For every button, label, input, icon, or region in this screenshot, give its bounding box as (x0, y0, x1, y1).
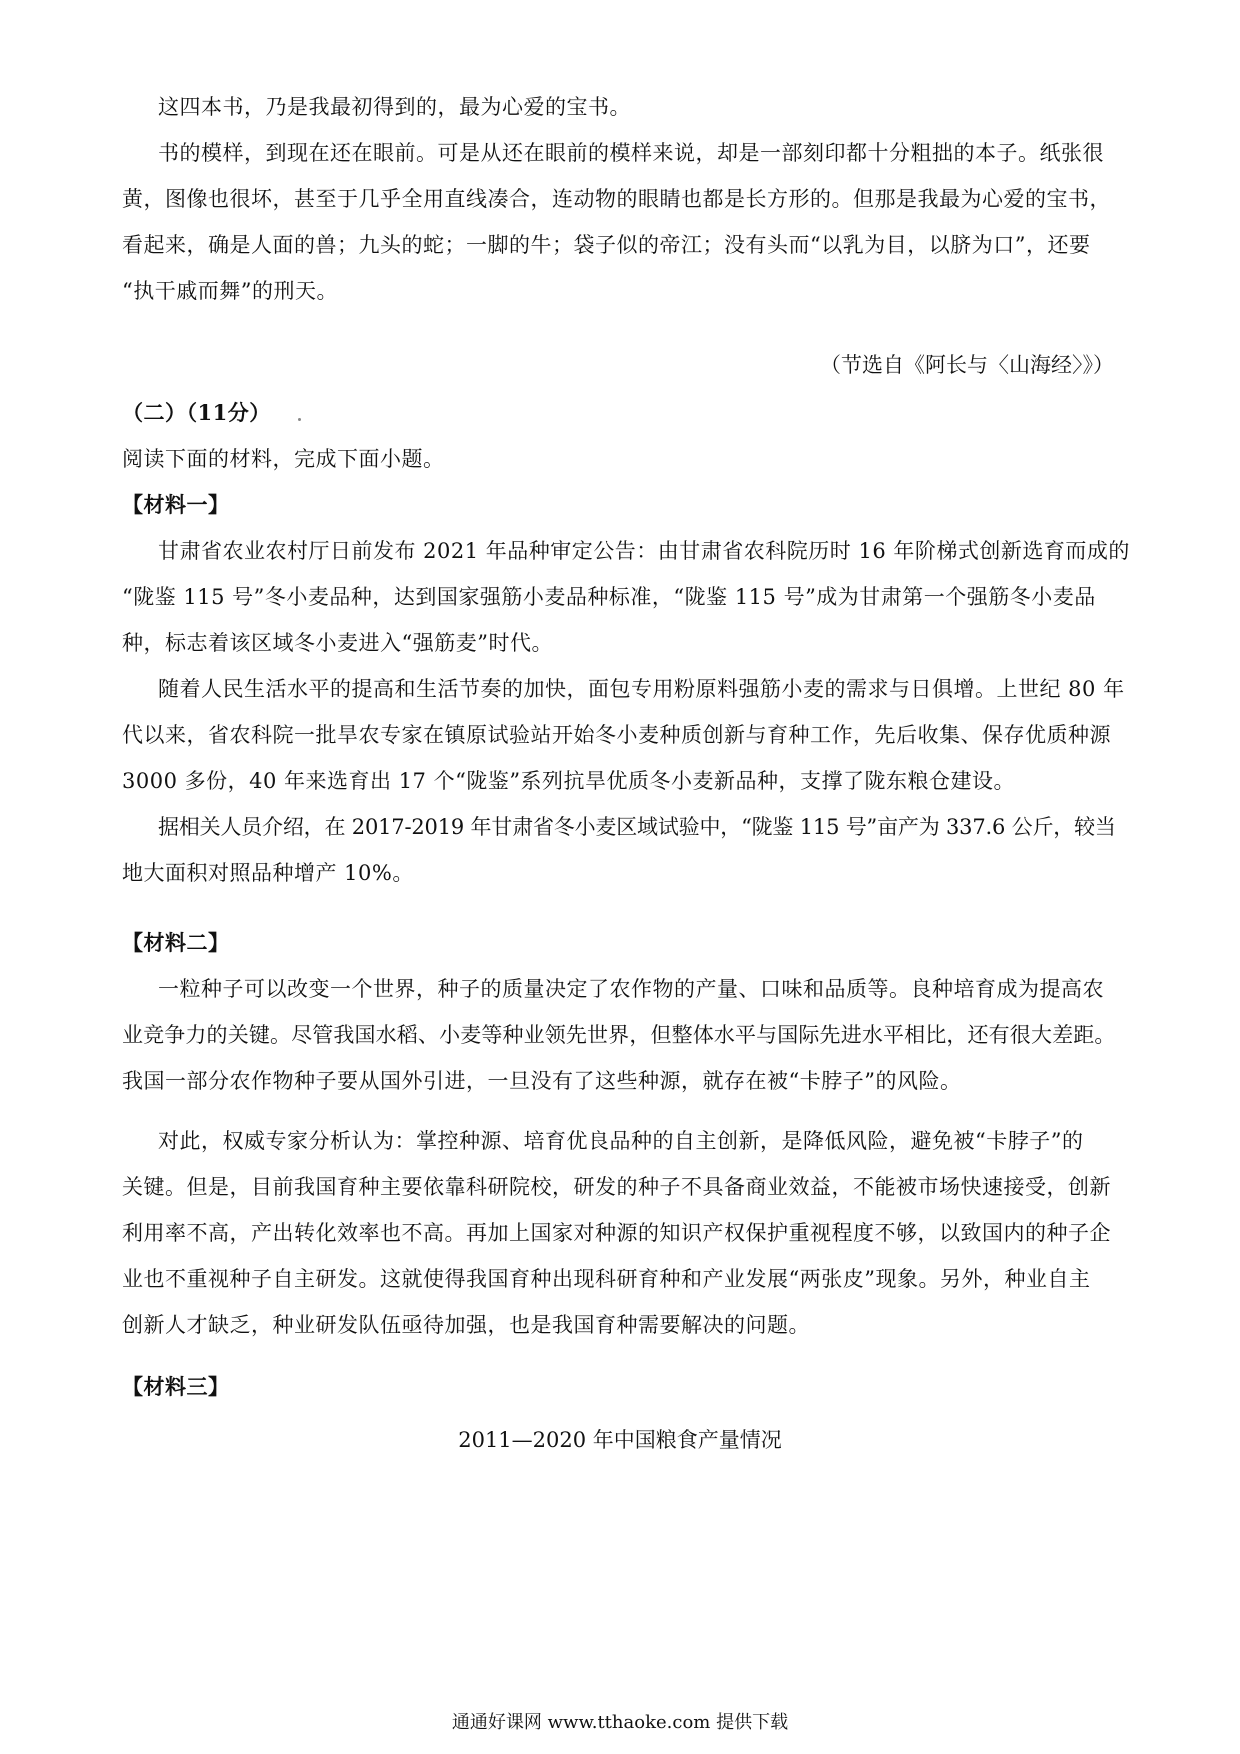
section-instruction: 阅读下面的材料，完成下面小题。 (122, 447, 445, 471)
chart-title: 2011—2020 年中国粮食产量情况 (458, 1428, 782, 1452)
material-1-p3-line-1: 据相关人员介绍，在 2017-2019 年甘肃省冬小麦区域试验中，“陇鉴 115 号”亩产为 337.6 公斤，较当 (158, 815, 1116, 839)
scan-mark (298, 418, 301, 421)
passage-paragraph-1: 这四本书，乃是我最初得到的，最为心爱的宝书。 (158, 95, 631, 119)
material-1-p2-line-3: 3000 多份，40 年来选育出 17 个“陇鉴”系列抗旱优质冬小麦新品种，支撑了陇东粮仓建设。 (122, 769, 1016, 793)
passage-source: （节选自《阿长与〈山海经〉》） (820, 353, 1114, 377)
passage-paragraph-2-line-4: “执干戚而舞”的刑天。 (122, 279, 338, 303)
material-1-p1-line-3: 种，标志着该区域冬小麦进入“强筋麦”时代。 (122, 631, 553, 655)
material-3-label: 【材料三】 (122, 1374, 230, 1399)
material-1-p1-line-2: “陇鉴 115 号”冬小麦品种，达到国家强筋小麦品种标准，“陇鉴 115 号”成为甘肃第一个强筋冬小麦品 (122, 585, 1096, 609)
material-1-p3-line-2: 地大面积对照品种增产 10%。 (122, 861, 414, 885)
material-2-p1-line-1: 一粒种子可以改变一个世界，种子的质量决定了农作物的产量、口味和品质等。良种培育成为提高农 (158, 977, 1104, 1001)
passage-paragraph-2-line-3: 看起来，确是人面的兽；九头的蛇；一脚的牛；袋子似的帝江；没有头而“以乳为目，以脐为口”，还要 (122, 233, 1091, 257)
material-1-p2-line-2: 代以来，省农科院一批旱农专家在镇原试验站开始冬小麦种质创新与育种工作，先后收集、保存优质种源 (122, 723, 1111, 747)
passage-paragraph-2-line-1: 书的模样，到现在还在眼前。可是从还在眼前的模样来说，却是一部刻印都十分粗拙的本子。纸张很 (158, 141, 1104, 165)
passage-paragraph-2-line-2: 黄，图像也很坏，甚至于几乎全用直线凑合，连动物的眼睛也都是长方形的。但那是我最为心爱的宝书， (122, 187, 1111, 211)
material-2-p2-line-5: 创新人才缺乏，种业研发队伍亟待加强，也是我国育种需要解决的问题。 (122, 1313, 810, 1337)
material-2-p1-line-3: 我国一部分农作物种子要从国外引进，一旦没有了这些种源，就存在被“卡脖子”的风险。 (122, 1069, 962, 1093)
material-1-p1-line-1: 甘肃省农业农村厅日前发布 2021 年品种审定公告：由甘肃省农科院历时 16 年阶梯式创新选育而成的 (158, 539, 1130, 563)
material-2-p2-line-3: 利用率不高，产出转化效率也不高。再加上国家对种源的知识产权保护重视程度不够，以致国内的种子企 (122, 1221, 1111, 1245)
material-2-p2-line-2: 关键。但是，目前我国育种主要依靠科研院校，研发的种子不具备商业效益，不能被市场快速接受，创新 (122, 1175, 1111, 1199)
material-2-p1-line-2: 业竞争力的关键。尽管我国水稻、小麦等种业领先世界，但整体水平与国际先进水平相比，还有很大差距。 (122, 1023, 1116, 1047)
material-1-p2-line-1: 随着人民生活水平的提高和生活节奏的加快，面包专用粉原料强筋小麦的需求与日俱增。上世纪 80 年 (158, 677, 1125, 701)
footer: 通通好课网 www.tthaoke.com 提供下载 (451, 1712, 789, 1733)
material-2-label: 【材料二】 (122, 930, 230, 955)
material-2-p2-line-4: 业也不重视种子自主研发。这就使得我国育种出现科研育种和产业发展“两张皮”现象。另外，种业自主 (122, 1267, 1091, 1291)
material-2-p2-line-1: 对此，权威专家分析认为：掌控种源、培育优良品种的自主创新，是降低风险，避免被“卡脖子”的 (158, 1129, 1084, 1153)
section-heading: （二）（11分） (122, 400, 271, 425)
material-1-label: 【材料一】 (122, 492, 230, 517)
